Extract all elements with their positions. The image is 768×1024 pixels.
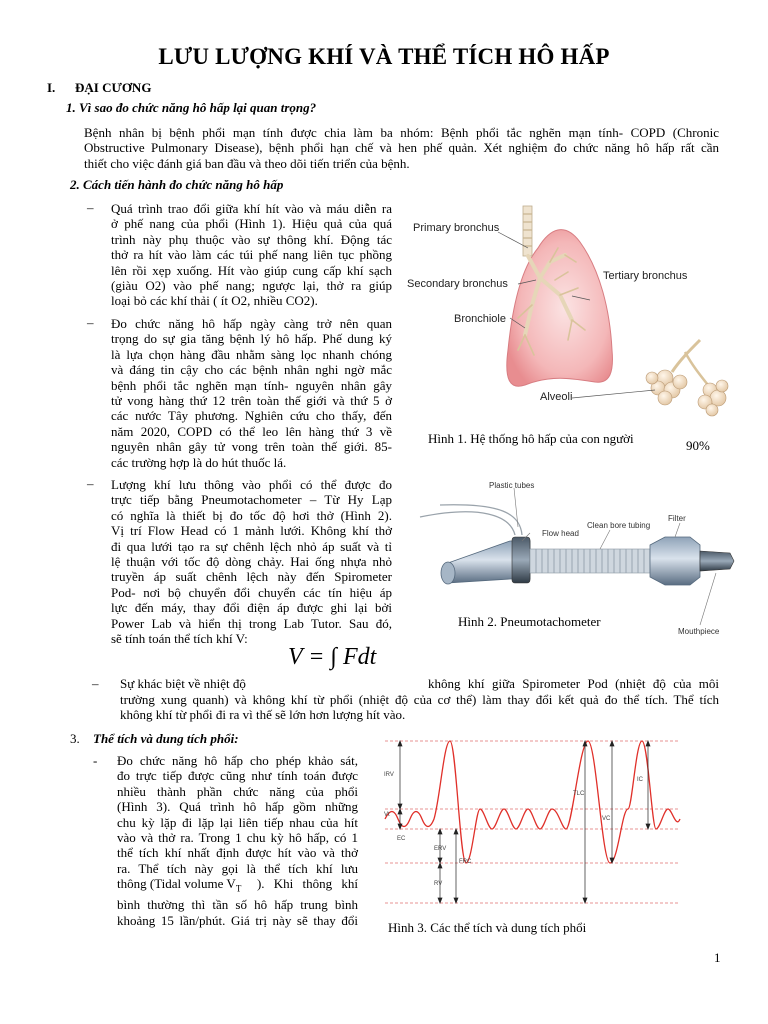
label-mouthpiece: Mouthpiece <box>678 627 720 636</box>
text-fragment: thông (Tidal volume V <box>117 876 236 892</box>
text-line: Power Lab và hiển thị trong Lab Tutor. Sau đó, <box>111 615 392 631</box>
q3-bullet1 <box>117 753 358 928</box>
text-line: trình này phụ thuộc vào sự thông khí. Động tác <box>111 231 392 247</box>
label-erv: ERV <box>434 846 447 852</box>
figure1-caption: Hình 1. Hệ thống hô hấp của con người <box>428 431 634 446</box>
text-fragment <box>117 876 241 897</box>
text-line: thể tích khí nhất định được hít vào và thở <box>117 845 358 861</box>
text-line: trực tiếp bằng Pneumotachometer – Từ Hy Lạp <box>111 492 392 508</box>
text-line: vào và thở ra. Trong 1 chu kỳ hô hấp, có 1 <box>117 830 358 846</box>
q1-line: Obstructive Pulmonary Disease), bệnh phổi hạn chế và hen phế quản. Xét nghiệm đo chức năng hô hấp rất cần <box>84 140 719 156</box>
breathing-curve <box>385 741 680 863</box>
text-line: truyền áp suất chênh lệch này đến Spirometer <box>111 569 392 585</box>
label-alveoli: Alveoli <box>540 391 573 403</box>
q3-number: 3. <box>70 731 80 746</box>
q2-bullet1 <box>111 201 392 309</box>
label-irv: IRV <box>384 772 394 778</box>
text-line: bệnh phổi tắc nghẽn mạn tính- nguyên nhân gây <box>111 377 392 393</box>
text-line: các trường hợp là do hút thuốc lá. <box>111 454 287 470</box>
text-line: các nước Tây phương. Nghiên cứu cho thấy, đến <box>111 408 392 424</box>
text-line: nguyên nhân gây tử vong trên toàn thế giới. 85- <box>111 439 392 455</box>
text-line: Lượng khí lưu thông vào phổi có thể được đo <box>111 477 392 492</box>
subscript: T <box>235 883 242 894</box>
text-line: là lựa chọn hàng đầu nhằm sàng lọc nhanh chóng <box>111 346 392 362</box>
label-filter: Filter <box>668 514 686 523</box>
text-line: Đo chức năng hô hấp cho phép khảo sát, <box>117 753 358 768</box>
text-line: (Hình 3). Quá trình hô hấp gồm những <box>117 799 358 815</box>
section-title: ĐẠI CƯƠNG <box>75 80 152 95</box>
q1-line: Bệnh nhân bị bệnh phổi mạn tính được chia làm ba nhóm: Bệnh phổi tắc nghẽn mạn tính- COPD (Chronic <box>84 125 719 140</box>
q1-line: thiết cho việc đánh giá ban đầu và theo dõi tiến triển của bệnh. <box>84 155 410 171</box>
label-flow-head: Flow head <box>542 529 579 538</box>
bullet-dash: – <box>92 676 99 691</box>
text-line: đo trực tiếp được cũng như tính toán được <box>117 768 358 784</box>
text-line: bình thường thì tần số hô hấp trung bình <box>117 897 358 913</box>
text-line: trường xung quanh) và không khí từ phổi (nhiệt độ của cơ thể) làm thay đổi kết quả đo thể tích. Thể tích <box>120 692 719 707</box>
bullet-dash: – <box>87 315 94 330</box>
q2-bullet4 <box>120 692 719 723</box>
label-primary-bronchus: Primary bronchus <box>413 222 500 234</box>
text-line: sẽ tính toán thể tích khí V: <box>111 631 248 647</box>
plastic-tubes <box>420 505 522 535</box>
text-line: Pod- nơi bộ chuyển đổi chuyển các tín hiệu áp <box>111 584 392 600</box>
text-line: Đo chức năng hô hấp ngày càng trở nên quan <box>111 316 392 331</box>
text-line: Vị trí Flow Head có 1 mảnh lưới. Không khí thở <box>111 523 392 539</box>
q1-heading: 1. Vì sao đo chức năng hô hấp lại quan trọng? <box>66 100 317 115</box>
text-fragment: ). Khi thông khí <box>256 876 358 892</box>
q3-heading: Thể tích và dung tích phổi: <box>93 731 239 746</box>
text-line: không khí từ phổi đi ra vì thế sẽ lớn hơn lượng hít vào. <box>120 707 406 723</box>
page-title: LƯU LƯỢNG KHÍ VÀ THỂ TÍCH HÔ HẤP <box>158 44 610 69</box>
label-bronchiole: Bronchiole <box>454 313 506 325</box>
text-line: loại bỏ các khí thải ( ít O2, nhiều CO2). <box>111 293 318 309</box>
text-line: Quá trình trao đổi giữa khí hít vào và máu diễn ra <box>111 201 392 216</box>
label-clean-bore-tubing: Clean bore tubing <box>587 521 651 530</box>
label-plastic-tubes: Plastic tubes <box>489 481 535 490</box>
text-line: năm 2020, COPD có thể leo lên hàng thứ 3 về <box>111 423 392 439</box>
text-line: nhiều thành phần chức năng của phổi <box>117 783 358 799</box>
lung-volumes-diagram <box>380 737 690 912</box>
mouthpiece <box>700 551 734 571</box>
label-vc: VC <box>602 816 611 822</box>
q1-paragraph <box>84 125 719 171</box>
text-line: khoảng 15 lần/phút. Giá trị này sẽ thay đổi <box>117 912 358 928</box>
text-line: và đáng tin cậy cho các bệnh nhân nghi ngờ mắc <box>111 362 392 378</box>
text-line: lệ thuận với tốc độ dòng chảy. Hai ống nhựa nhỏ <box>111 554 392 570</box>
section-number: I. <box>47 80 56 95</box>
q2-bullet3 <box>111 477 392 646</box>
label-secondary-bronchus: Secondary bronchus <box>407 278 508 290</box>
q2-bullet4-start: Sự khác biệt về nhiệt độ <box>120 676 246 691</box>
q2-heading: 2. Cách tiến hành đo chức năng hô hấp <box>70 177 284 192</box>
label-tlc: TLC <box>573 791 585 797</box>
text-line <box>117 876 358 897</box>
section-heading <box>47 80 151 96</box>
text-line: chu kỳ lặp đi lặp lại liên tiếp nhau của hít <box>117 814 358 830</box>
text-line: ra. Thể tích này gọi là thể tích khí lưu <box>117 860 358 876</box>
measurement-arrows <box>398 741 650 903</box>
figure1-side-note: 90% <box>686 438 710 453</box>
page-number: 1 <box>714 950 721 965</box>
text-line: ở phế nang của phổi (Hình 1). Hiệu quả của quá <box>111 216 392 232</box>
bullet-dash: - <box>93 753 98 768</box>
label-ic: IC <box>637 777 643 783</box>
label-rv: RV <box>434 881 443 887</box>
text-line: thở ra hít vào làm các túi phế nang liên tục phồng <box>111 247 392 263</box>
figure3-caption: Hình 3. Các thể tích và dung tích phổi <box>388 920 587 935</box>
alveoli-cluster <box>646 340 728 416</box>
bullet-dash: – <box>87 200 94 215</box>
text-line: lên rồi xẹp xuống. Hít vào giúp cung cấp khí sạch <box>111 262 392 278</box>
label-ec: EC <box>397 836 406 842</box>
text-line: có nghĩa là thiết bị đo tốc độ hơi thở (Hình 2). <box>111 507 392 523</box>
text-line: (giàu O2) vào phế nang; ngược lại, thở ra giúp <box>111 278 392 294</box>
label-vt: Vt <box>384 812 390 818</box>
label-frc: FRC <box>459 859 472 865</box>
text-line: trọng do sự gia tăng bệnh lý hô hấp. Phế dung ký <box>111 331 392 347</box>
text-line: tử vong hàng thứ 12 trên toàn thế giới và thứ 5 ở <box>111 393 392 409</box>
label-tertiary-bronchus: Tertiary bronchus <box>603 270 688 282</box>
q2-bullet2 <box>111 316 392 470</box>
bullet-dash: – <box>87 476 94 491</box>
volume-formula: V = ∫ Fdt <box>288 644 377 670</box>
q2-bullet4-end: không khí giữa Spirometer Pod (nhiệt độ của môi <box>428 676 719 691</box>
text-line: đi qua lưới tạo ra sự chênh lệch nhỏ áp suất và tỉ <box>111 538 392 554</box>
filter <box>650 537 700 585</box>
figure2-caption: Hình 2. Pneumotachometer <box>458 614 601 629</box>
text-line: lực đến máy, thay đổi điện áp được ghi lại bởi <box>111 600 392 616</box>
